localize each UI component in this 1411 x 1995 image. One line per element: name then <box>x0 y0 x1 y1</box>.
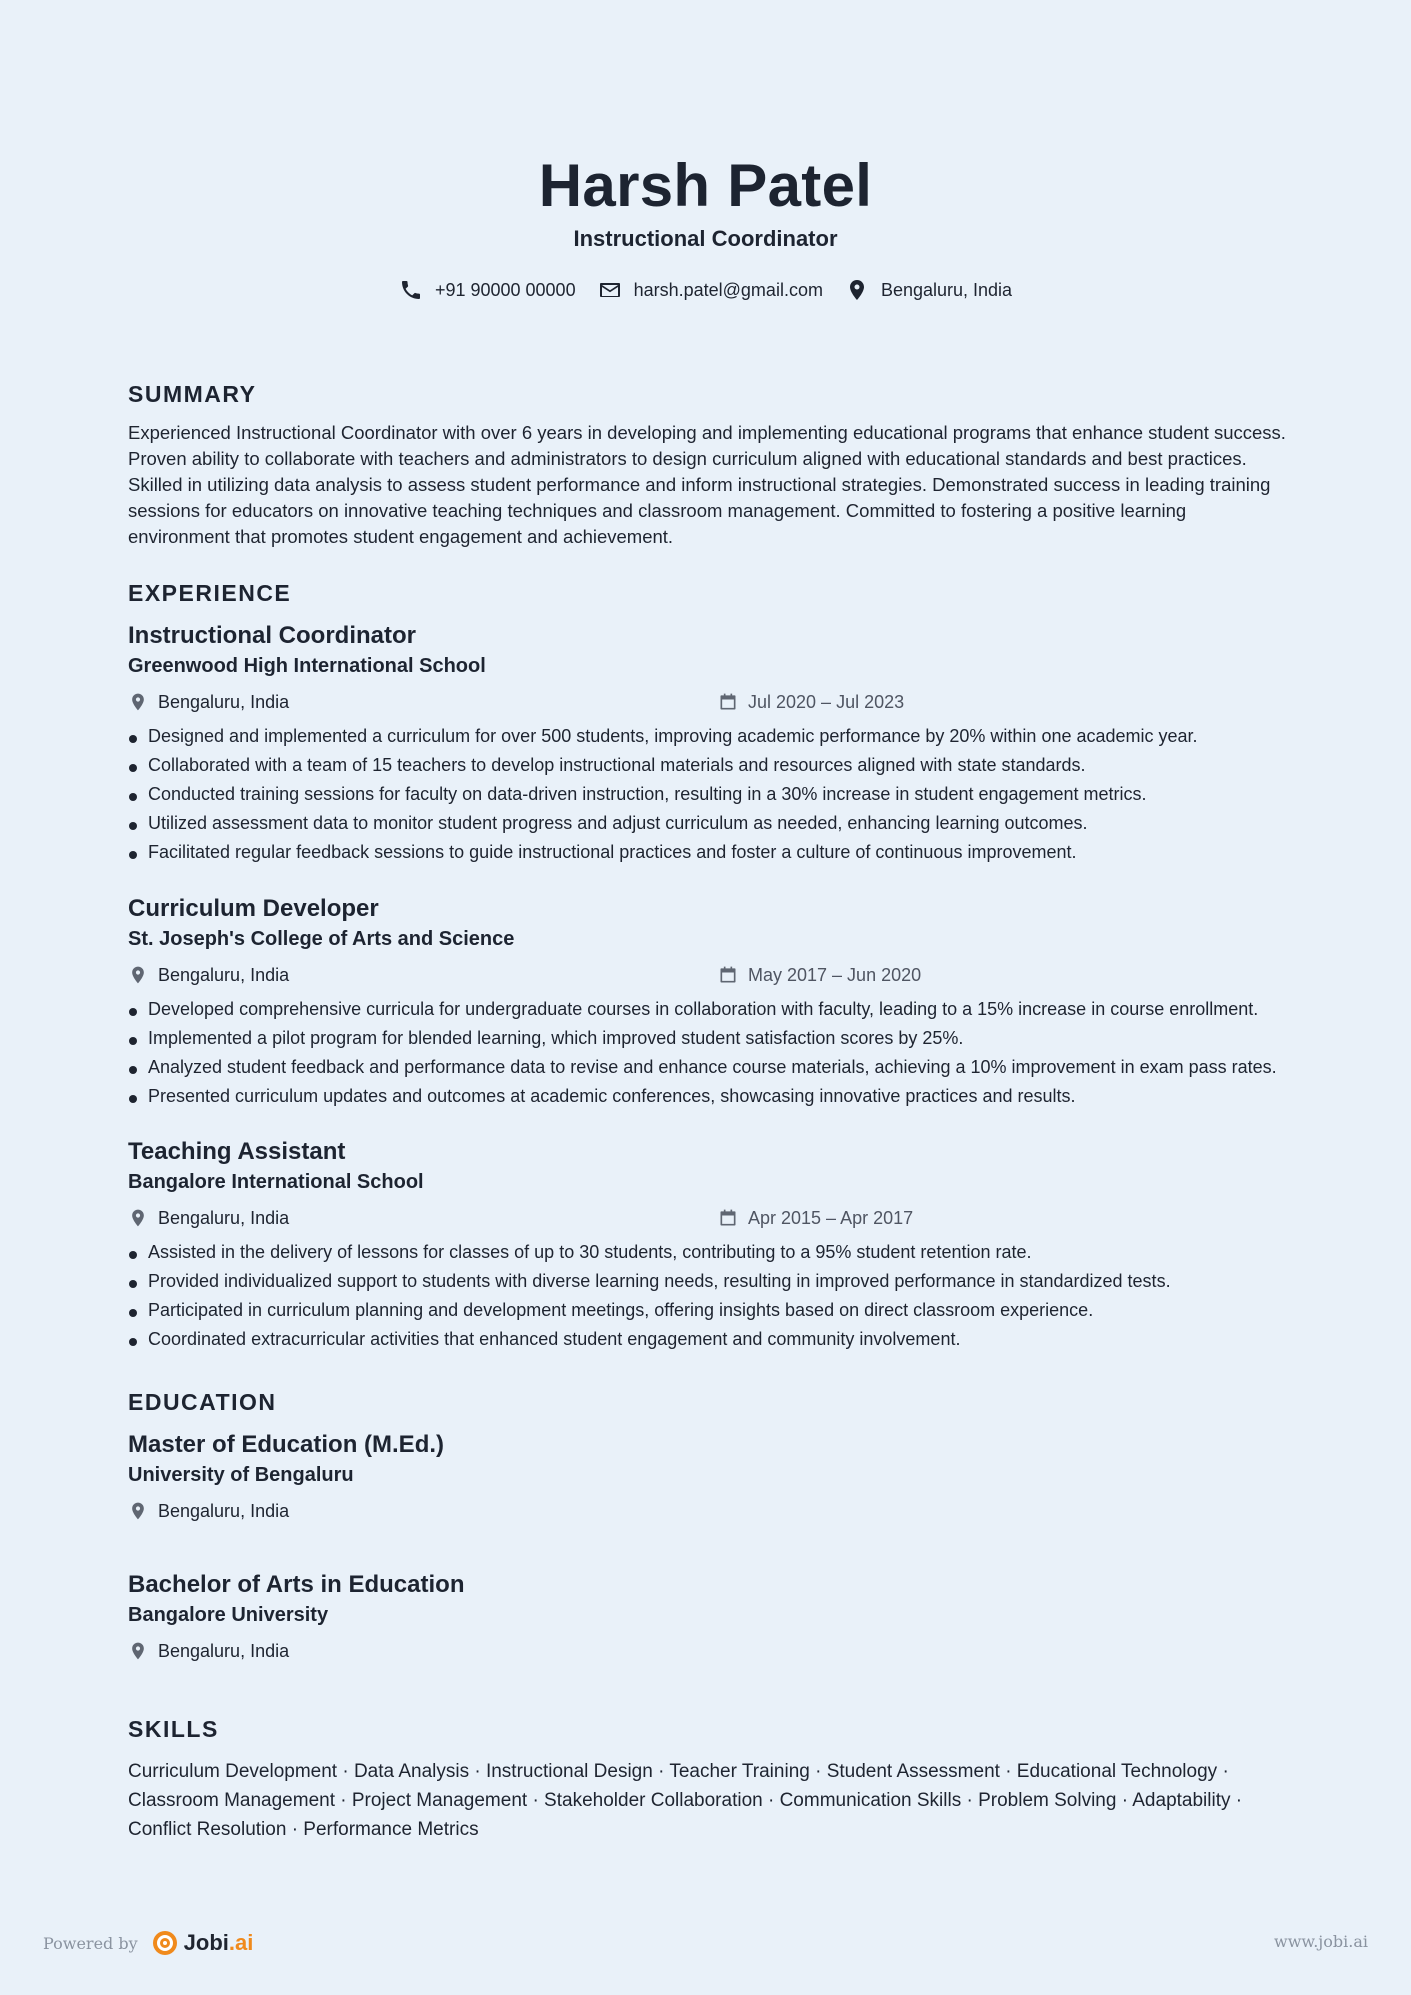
job-dates <box>718 692 904 713</box>
bullet-item: Provided individualized support to students with diverse learning needs, resulting in improved performance in standardized tests. <box>128 1267 1288 1296</box>
bullet-item: Participated in curriculum planning and development meetings, offering insights based on direct classroom experience. <box>128 1296 1288 1325</box>
skills-heading: SKILLS <box>128 1716 219 1742</box>
job-dates-text: May 2017 – Jun 2020 <box>748 964 922 985</box>
email-icon <box>598 278 622 302</box>
summary-heading: SUMMARY <box>128 381 257 407</box>
calendar-icon <box>718 1208 738 1228</box>
job-meta <box>128 690 1288 714</box>
education-location <box>128 1501 718 1522</box>
bullet-item: Implemented a pilot program for blended learning, which improved student satisfaction scores by 25%. <box>128 1024 1288 1053</box>
skills-section <box>128 1716 1288 1844</box>
resume-header <box>0 150 1411 302</box>
calendar-icon <box>718 692 738 712</box>
job-meta <box>128 963 1288 987</box>
experience-section <box>128 580 1288 607</box>
job-location <box>128 692 718 713</box>
education-meta <box>128 1639 1288 1663</box>
candidate-title: Instructional Coordinator <box>573 226 838 251</box>
job-meta <box>128 1206 1288 1230</box>
brand-name: Jobi <box>183 1930 229 1955</box>
bullet-item: Assisted in the delivery of lessons for classes of up to 30 students, contributing to a 95% student retention rate. <box>128 1238 1288 1267</box>
job-location-text: Bengaluru, India <box>158 964 290 985</box>
education-heading: EDUCATION <box>128 1389 277 1415</box>
education-item <box>128 1430 1288 1523</box>
bullet-item: Conducted training sessions for faculty on data-driven instruction, resulting in a 30% increase in student engagement metrics. <box>128 780 1288 809</box>
job-bullets <box>128 1238 1288 1354</box>
jobi-logo-icon <box>152 1930 178 1956</box>
job-title: Instructional Coordinator <box>128 622 416 649</box>
job-location-text: Bengaluru, India <box>158 691 290 712</box>
experience-heading: EXPERIENCE <box>128 580 292 606</box>
education-location <box>128 1641 718 1662</box>
candidate-name: Harsh Patel <box>538 152 873 219</box>
email-text: harsh.patel@gmail.com <box>633 279 823 300</box>
job-dates-text: Apr 2015 – Apr 2017 <box>748 1207 914 1228</box>
powered-by-text: Powered by <box>43 1933 138 1953</box>
experience-item <box>128 621 1288 867</box>
job-organization: Bangalore International School <box>128 1171 424 1193</box>
location-pin-icon <box>128 1501 148 1521</box>
phone-icon <box>399 278 423 302</box>
brand-suffix: .ai <box>228 1930 254 1955</box>
education-section <box>128 1389 1288 1416</box>
degree-title: Master of Education (M.Ed.) <box>128 1431 445 1458</box>
website-link[interactable]: www.jobi.ai <box>1274 1932 1368 1951</box>
phone-text: +91 90000 00000 <box>434 279 576 300</box>
job-title: Curriculum Developer <box>128 895 379 922</box>
location-pin-icon <box>128 1208 148 1228</box>
job-dates <box>718 965 921 986</box>
job-organization: Greenwood High International School <box>128 655 486 677</box>
location-pin-icon <box>845 278 869 302</box>
job-organization: St. Joseph's College of Arts and Science <box>128 928 515 950</box>
education-meta <box>128 1499 1288 1523</box>
education-item <box>128 1570 1288 1663</box>
location-pin-icon <box>128 965 148 985</box>
contact-location <box>845 278 1012 302</box>
job-dates-text: Jul 2020 – Jul 2023 <box>748 691 905 712</box>
education-location-text: Bengaluru, India <box>158 1500 290 1521</box>
bullet-item: Collaborated with a team of 15 teachers to develop instructional materials and resources aligned with state standards. <box>128 751 1288 780</box>
location-text: Bengaluru, India <box>880 279 1013 300</box>
location-pin-icon <box>128 692 148 712</box>
bullet-item: Analyzed student feedback and performance data to revise and enhance course materials, achieving a 10% improvement in exam pass rates. <box>128 1053 1288 1082</box>
bullet-item: Facilitated regular feedback sessions to guide instructional practices and foster a culture of continuous improvement. <box>128 838 1288 867</box>
bullet-item: Presented curriculum updates and outcomes at academic conferences, showcasing innovative practices and results. <box>128 1082 1288 1111</box>
job-title: Teaching Assistant <box>128 1138 346 1165</box>
job-dates <box>718 1208 913 1229</box>
job-bullets <box>128 995 1288 1111</box>
school-name: University of Bengaluru <box>128 1464 354 1486</box>
calendar-icon <box>718 965 738 985</box>
job-bullets <box>128 722 1288 867</box>
bullet-item: Utilized assessment data to monitor student progress and adjust curriculum as needed, enhancing learning outcomes. <box>128 809 1288 838</box>
experience-item <box>128 1137 1288 1354</box>
experience-item <box>128 894 1288 1111</box>
school-name: Bangalore University <box>128 1604 329 1626</box>
summary-text: Experienced Instructional Coordinator with over 6 years in developing and implementing educational programs that enhance student success. Proven ability to collaborate with teachers and administrators to design curriculum aligned with educational standards and best practices. Skilled in utilizing data analysis to assess student performance and inform instructional strategies. Demonstrated success in leading training sessions for educators on innovative teaching techniques and classroom management. Committed to fostering a positive learning environment that promotes student engagement and achievement. <box>128 422 1286 547</box>
education-location-text: Bengaluru, India <box>158 1640 290 1661</box>
contact-phone <box>399 278 576 302</box>
contact-row <box>0 278 1411 302</box>
bullet-item: Designed and implemented a curriculum for over 500 students, improving academic performance by 20% within one academic year. <box>128 722 1288 751</box>
job-location <box>128 965 718 986</box>
summary-section <box>128 381 1288 550</box>
degree-title: Bachelor of Arts in Education <box>128 1571 465 1598</box>
skills-list: Curriculum Development · Data Analysis · Instructional Design · Teacher Training · Student Assessment · Educational Technology · Classroom Management · Project Management · Stakeholder Collaboration · Communication Skills · Problem Solving · Adaptability · Conflict Resolution · Performance Metrics <box>128 1761 1243 1840</box>
jobi-logo-link[interactable] <box>152 1930 254 1956</box>
location-pin-icon <box>128 1641 148 1661</box>
footer-branding <box>43 1930 253 1956</box>
job-location-text: Bengaluru, India <box>158 1207 290 1228</box>
contact-email <box>598 278 823 302</box>
job-location <box>128 1208 718 1229</box>
bullet-item: Developed comprehensive curricula for undergraduate courses in collaboration with faculty, leading to a 15% increase in course enrollment. <box>128 995 1288 1024</box>
bullet-item: Coordinated extracurricular activities that enhanced student engagement and community involvement. <box>128 1325 1288 1354</box>
